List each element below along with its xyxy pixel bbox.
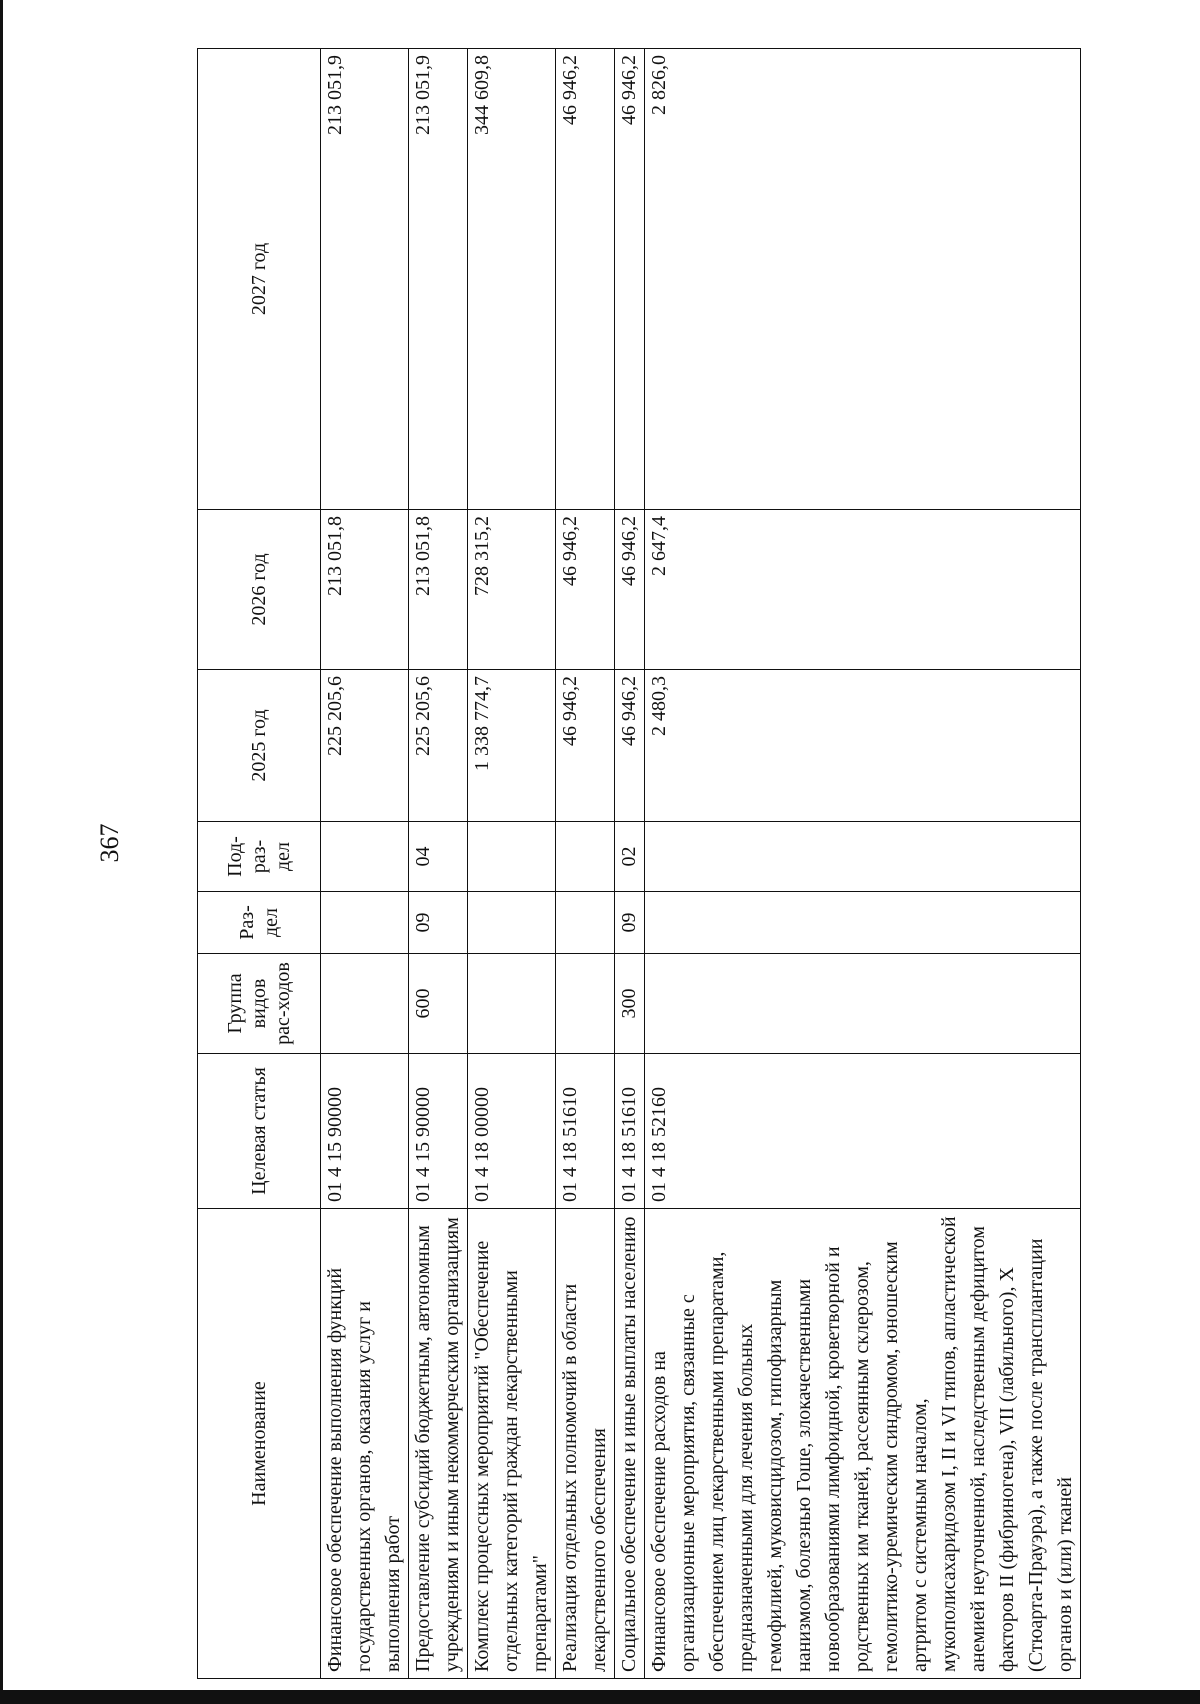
row-target: 01 4 18 51610: [556, 1054, 615, 1209]
row-target: 01 4 18 00000: [468, 1054, 556, 1209]
row-section: [556, 892, 615, 954]
header-row: [198, 49, 321, 1679]
row-group: 300: [615, 954, 645, 1054]
table-row: [615, 49, 645, 1679]
row-2027: 213 051,9: [409, 49, 468, 510]
row-2025: 225 205,6: [321, 670, 409, 822]
row-target: 01 4 18 51610: [615, 1054, 645, 1209]
row-2025: 1 338 774,7: [468, 670, 556, 822]
rotated-table-container: [197, 49, 1101, 1679]
row-group: [556, 954, 615, 1054]
budget-table: [197, 48, 1081, 1679]
row-section: [321, 892, 409, 954]
row-2026: 213 051,8: [321, 510, 409, 670]
table-row: [645, 49, 1081, 1679]
row-2027: 344 609,8: [468, 49, 556, 510]
row-target: 01 4 15 90000: [321, 1054, 409, 1209]
header-subsection: Под-раз-дел: [198, 822, 321, 892]
table-row: [468, 49, 556, 1679]
row-2025: 225 205,6: [409, 670, 468, 822]
row-group: [645, 954, 1081, 1054]
row-target: 01 4 15 90000: [409, 1054, 468, 1209]
row-group: [321, 954, 409, 1054]
row-name: Социальное обеспечение и иные выплаты населению: [615, 1209, 645, 1679]
row-section: [468, 892, 556, 954]
header-section: Раз-дел: [198, 892, 321, 954]
table-row: [321, 49, 409, 1679]
row-2025: 2 480,3: [645, 670, 1081, 822]
header-2025: 2025 год: [198, 670, 321, 822]
row-name: Финансовое обеспечение выполнения функций государственных органов, оказания услуг и выполнения работ: [321, 1209, 409, 1679]
row-section: [645, 892, 1081, 954]
row-subsection: 02: [615, 822, 645, 892]
row-subsection: [645, 822, 1081, 892]
row-2027: 213 051,9: [321, 49, 409, 510]
row-subsection: [468, 822, 556, 892]
row-2027: 46 946,2: [556, 49, 615, 510]
row-2026: 46 946,2: [556, 510, 615, 670]
row-2026: 2 647,4: [645, 510, 1081, 670]
table-row: [556, 49, 615, 1679]
row-name: Комплекс процессных мероприятий "Обеспечение отдельных категорий граждан лекарственными препаратами": [468, 1209, 556, 1679]
row-name: Финансовое обеспечение расходов на организационные мероприятия, связанные с обеспечением лиц лекарственными препаратами, предназначенными для лечения больных гемофилией, муковисцидозом, гипофизарным нанизмом, болезнью Гоше, злокачественными новообразованиями лимфоидной, кроветворной и родственных им тканей, рассеянным склерозом, гемолитико-уремическим синдромом, юношеским артритом с системным началом, мукополисахаридозом I, II и VI типов, апластической анемией неуточненной, наследственным дефицитом факторов II (фибриногена), VII (лабильного), X (Стюарта-Прауэра), а также после трансплантации органов и (или) тканей: [645, 1209, 1081, 1679]
header-name: Наименование: [198, 1209, 321, 1679]
row-2026: 728 315,2: [468, 510, 556, 670]
row-group: [468, 954, 556, 1054]
table-row: [409, 49, 468, 1679]
row-subsection: [321, 822, 409, 892]
header-target: Целевая статья: [198, 1054, 321, 1209]
row-section: 09: [615, 892, 645, 954]
row-section: 09: [409, 892, 468, 954]
row-subsection: [556, 822, 615, 892]
header-2027: 2027 год: [198, 49, 321, 510]
row-2026: 213 051,8: [409, 510, 468, 670]
row-2025: 46 946,2: [615, 670, 645, 822]
header-group: Группа видов рас-ходов: [198, 954, 321, 1054]
row-2025: 46 946,2: [556, 670, 615, 822]
row-group: 600: [409, 954, 468, 1054]
row-2027: 46 946,2: [615, 49, 645, 510]
scan-edge-left: [0, 0, 3, 1704]
row-subsection: 04: [409, 822, 468, 892]
page-number: 367: [95, 823, 124, 863]
scan-edge-bottom: [0, 1690, 1200, 1704]
row-name: Предоставление субсидий бюджетным, автономным учреждениям и иным некоммерческим организациям: [409, 1209, 468, 1679]
row-2027: 2 826,0: [645, 49, 1081, 510]
row-2026: 46 946,2: [615, 510, 645, 670]
row-name: Реализация отдельных полномочий в области лекарственного обеспечения: [556, 1209, 615, 1679]
header-2026: 2026 год: [198, 510, 321, 670]
row-target: 01 4 18 52160: [645, 1054, 1081, 1209]
